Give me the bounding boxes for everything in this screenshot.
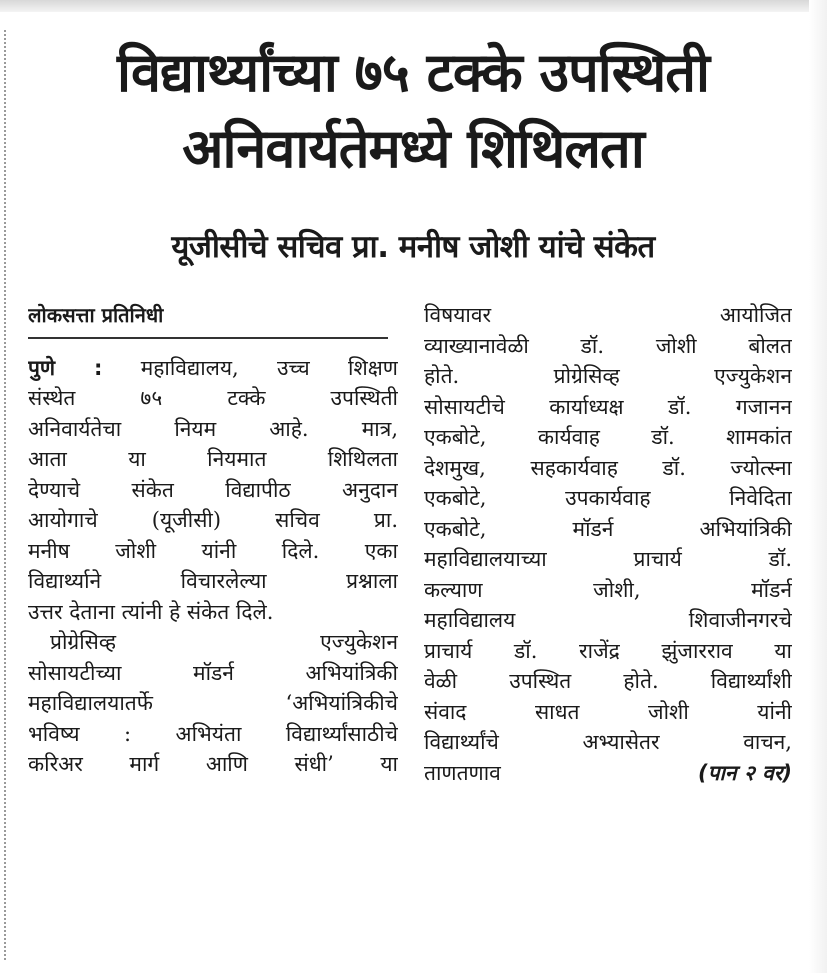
article-line: वेळी उपस्थित होते. विद्यार्थ्यांशी [424,669,792,693]
article-line: होते. प्रोग्रेसिव्ह एज्युकेशन [424,364,792,388]
article-line: देशमुख, सहकार्यवाह डॉ. ज्योत्स्ना [424,455,792,480]
article-line: आता या नियमात शिथिलता [28,447,398,471]
article-line: महाविद्यालय शिवाजीनगरचे [424,608,792,632]
article-column-left [28,300,398,780]
article-line: आयोगाचे (यूजीसी) सचिव प्रा. [28,508,398,532]
headline-line-1: विद्यार्थ्यांच्या ७५ टक्के उपस्थिती [117,41,709,104]
article-line: उत्तर देताना त्यांनी हे संकेत दिले. [28,599,274,624]
article-line: महाविद्यालयाच्या प्राचार्य डॉ. [424,547,792,571]
article-line: एकबोटे, उपकार्यवाह निवेदिता [424,486,792,510]
article-line: भविष्य : अभियंता विद्यार्थ्यांसाठीचे [28,721,398,746]
article-line: विद्यार्थ्यांचे अभ्यासेतर वाचन, [424,730,792,754]
article-line: प्रोग्रेसिव्ह एज्युकेशन [50,630,398,654]
article-line: प्राचार्य डॉ. राजेंद्र झुंजारराव या [424,638,792,663]
article-line: सोसायटीच्या मॉडर्न अभियांत्रिकी [28,660,398,685]
scan-right-edge [809,0,827,973]
article-line: व्याख्यानावेळी डॉ. जोशी बोलत [424,333,792,358]
article-line: पुणे : महाविद्यालय, उच्च शिक्षण [28,355,398,380]
subheadline: यूजीसीचे सचिव प्रा. मनीष जोशी यांचे संकेत [171,229,655,265]
article-line: देण्याचे संकेत विद्यापीठ अनुदान [28,477,398,502]
article-column-right [424,300,792,788]
article-line: करिअर मार्ग आणि संधी’ या [28,752,398,776]
dateline: पुणे : [28,355,103,380]
article-line: विषयावर आयोजित [424,303,792,327]
article-line: मनीष जोशी यांनी दिले. एका [28,538,398,563]
article-line: संस्थेत ७५ टक्के उपस्थिती [28,386,398,410]
scan-top-edge [0,0,827,12]
headline-line-2: अनिवार्यतेमध्ये शिथिलता [182,117,644,180]
article-line: सोसायटीचे कार्याध्यक्ष डॉ. गजानन [424,394,792,419]
article-line-end: ताणतणाव [424,760,501,785]
byline-rule [28,337,388,339]
article-line: महाविद्यालयातर्फे ‘अभियांत्रिकीचे [28,691,398,715]
article-line: संवाद साधत जोशी यांनी [424,699,792,724]
article-line: एकबोटे, मॉडर्न अभियांत्रिकी [424,516,792,541]
byline: लोकसत्ता प्रतिनिधी [28,303,164,327]
column-border-dotted [4,30,6,960]
article-line: अनिवार्यतेचा नियम आहे. मात्र, [28,416,398,441]
continued-on-page-link[interactable]: (पान २ वर) [697,760,792,785]
article-line: एकबोटे, कार्यवाह डॉ. शामकांत [424,425,792,449]
article-last-line [424,758,792,789]
article-line: विद्यार्थ्याने विचारलेल्या प्रश्नाला [28,569,398,593]
article-line: कल्याण जोशी, मॉडर्न [424,577,792,602]
